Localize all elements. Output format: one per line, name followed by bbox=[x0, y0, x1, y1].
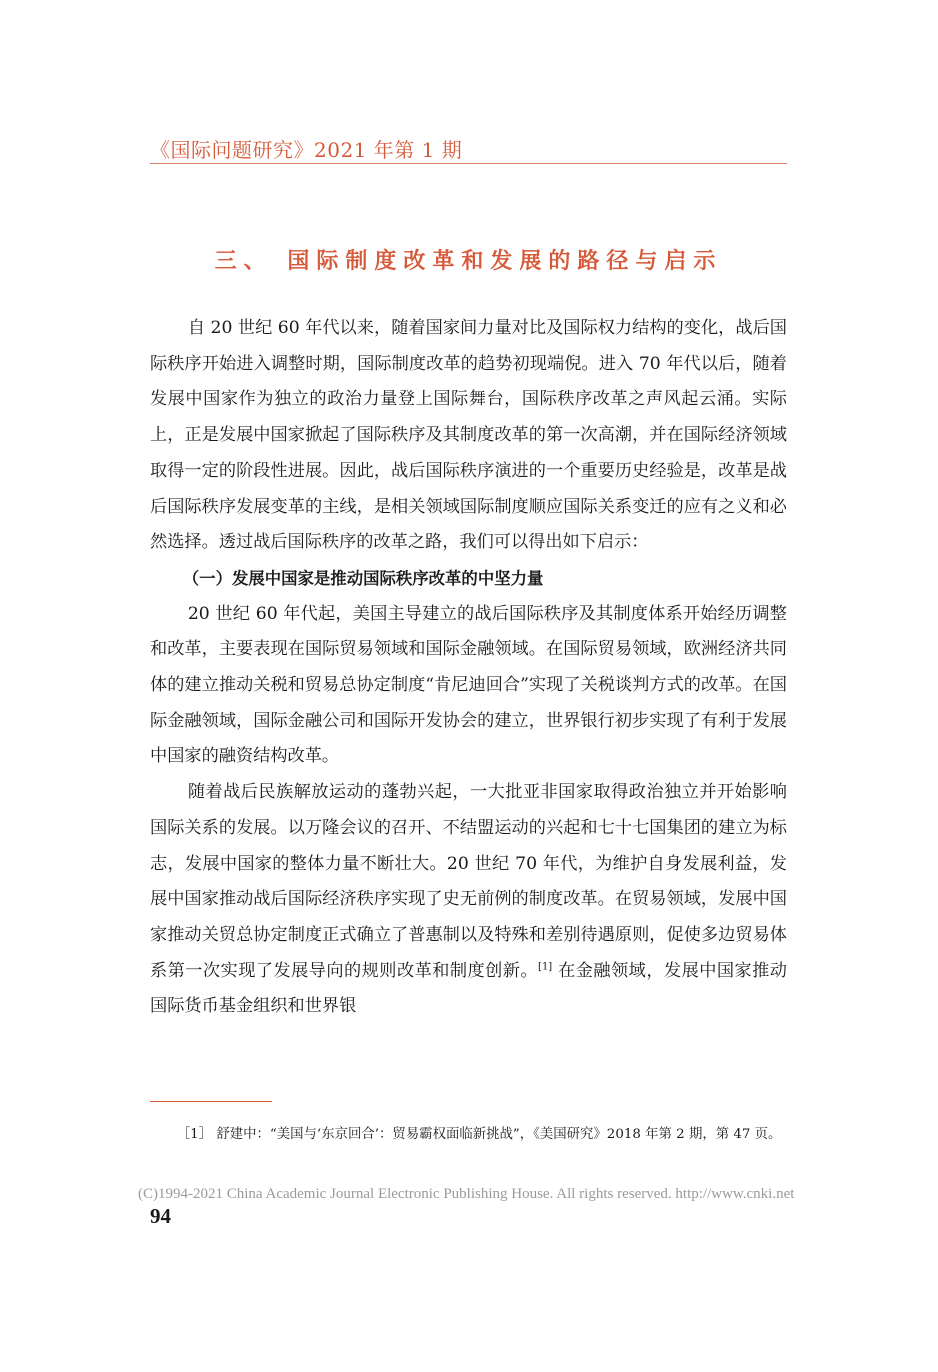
subsection-heading: （一）发展中国家是推动国际秩序改革的中坚力量 bbox=[182, 568, 544, 588]
paragraph-1: 自 20 世纪 60 年代以来，随着国家间力量对比及国际权力结构的变化，战后国际秩序开始进入调整时期，国际制度改革的趋势初现端倪。进入 70 年代以后，随着发展中国家作为独立的政治力量登上国际舞台，国际秩序改革之声风起云涌。实际上，正是发展中国家掀起了国际秩序及其制度改革的第一次高潮，并在国际经济领域取得一定的阶段性进展。因此，战后国际秩序演进的一个重要历史经验是，改革是战后国际秩序发展变革的主线，是相关领域国际制度顺应国际关系变迁的应有之义和必然选择。透过战后国际秩序的改革之路，我们可以得出如下启示： bbox=[150, 318, 787, 553]
paragraph-3-part-a: 随着战后民族解放运动的蓬勃兴起，一大批亚非国家取得政治独立并开始影响国际关系的发展。以万隆会议的召开、不结盟运动的兴起和七十七国集团的建立为标志，发展中国家的整体力量不断壮大。20 世纪 70 年代，为维护自身发展利益，发展中国家推动战后国际经济秩序实现了史无前例的制度改革。在贸易领域，发展中国家推动关贸总协定制度正式确立了普惠制以及特殊和差别待遇原则，促使多边贸易体系第一次实现了发展导向的规则改革和制度创新。 bbox=[150, 782, 787, 981]
section-title: 三、 国际制度改革和发展的路径与启示 bbox=[214, 248, 723, 274]
footnote-reference[interactable]: [1] bbox=[538, 960, 553, 972]
footnote bbox=[150, 1124, 787, 1146]
paragraph-3-part-b: 在金融领域，发展中国家推动国际货币基金组织和世界银 bbox=[150, 960, 787, 1017]
page-number: 94 bbox=[150, 1204, 171, 1228]
paragraph-3 bbox=[150, 775, 787, 1025]
header-rule bbox=[150, 163, 787, 164]
body-text bbox=[150, 311, 787, 1025]
footnote-rule bbox=[150, 1101, 272, 1102]
paragraph-2: 20 世纪 60 年代起，美国主导建立的战后国际秩序及其制度体系开始经历调整和改革，主要表现在国际贸易领域和国际金融领域。在国际贸易领域，欧洲经济共同体的建立推动关税和贸易总协定制度“肯尼迪回合”实现了关税谈判方式的改革。在国际金融领域，国际金融公司和国际开发协会的建立，世界银行初步实现了有利于发展中国家的融资结构改革。 bbox=[150, 603, 787, 767]
running-header: 《国际问题研究》2021 年第 1 期 bbox=[150, 138, 463, 162]
footnote-1: ［1］ 舒建中：“美国与‘东京回合’：贸易霸权面临新挑战”，《美国研究》2018 年第 2 期，第 47 页。 bbox=[176, 1127, 782, 1142]
copyright-line: (C)1994-2021 China Academic Journal Electronic Publishing House. All rights reserved. http://www.cnki.net bbox=[138, 1186, 795, 1202]
